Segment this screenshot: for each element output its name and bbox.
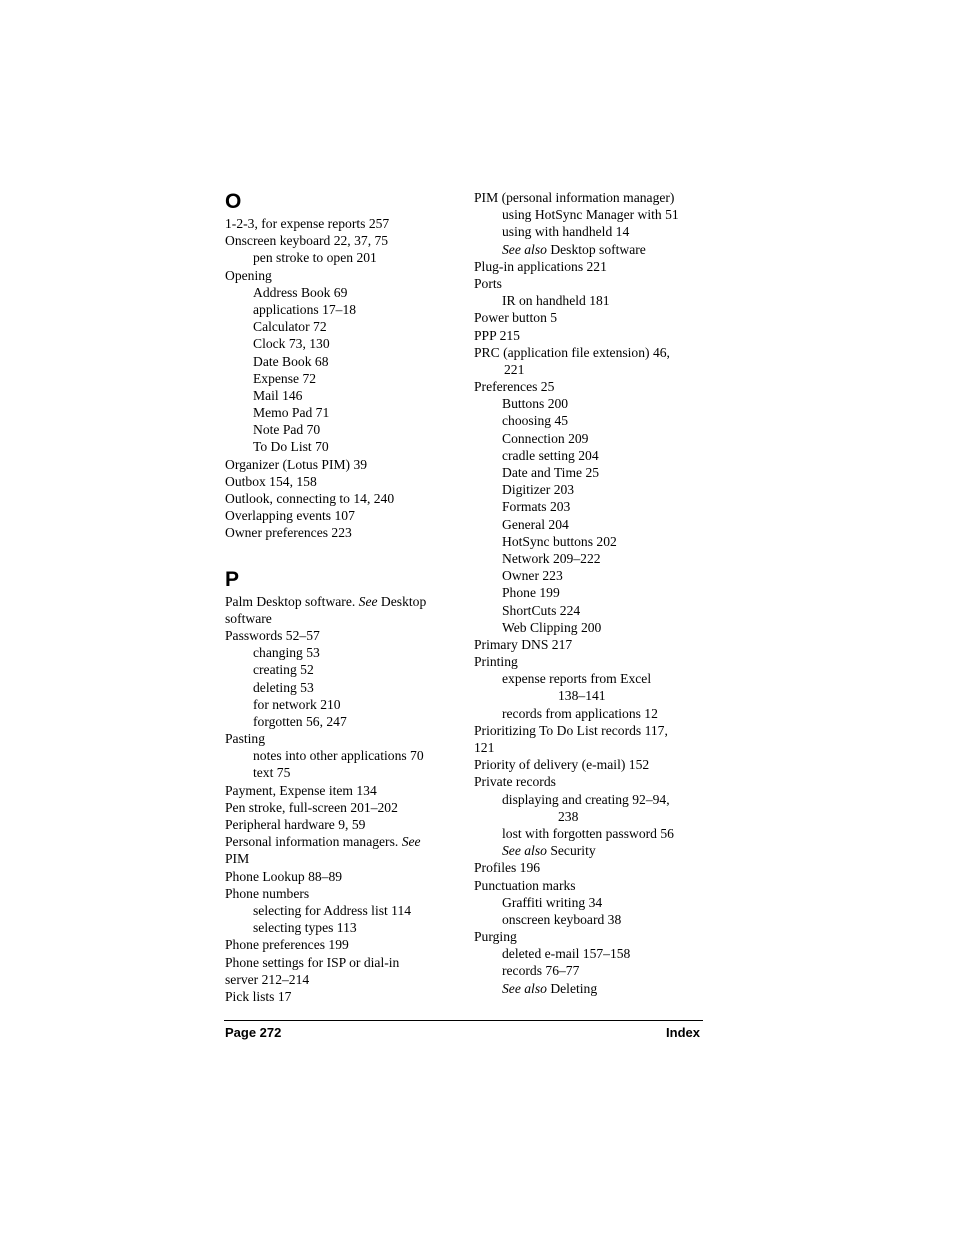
entry-text: PIM (225, 851, 250, 867)
index-entry (225, 473, 457, 490)
index-subentry (474, 241, 706, 258)
entry-text: Digitizer 203 (502, 482, 575, 498)
entry-text: Primary DNS 217 (474, 636, 573, 652)
index-subentry (225, 387, 457, 404)
index-entry (474, 653, 706, 670)
entry-text: Graffiti writing 34 (502, 894, 603, 910)
index-entry (225, 507, 457, 524)
index-entry (225, 971, 457, 988)
index-subentry (474, 584, 706, 601)
entry-text: Security (546, 843, 596, 859)
index-entry (225, 868, 457, 885)
entry-text: Date Book 68 (253, 353, 329, 369)
index-entry (474, 378, 706, 395)
entry-text: expense reports from Excel (502, 671, 652, 687)
index-entry (225, 490, 457, 507)
entry-text: Owner preferences 223 (225, 525, 352, 541)
entry-text: pen stroke to open 201 (253, 250, 377, 266)
entry-text: Phone 199 (502, 585, 560, 601)
index-subentry (225, 644, 457, 661)
index-subentry (474, 430, 706, 447)
index-column-left (225, 189, 457, 1005)
entry-text: Personal information managers. (225, 834, 402, 850)
entry-text: text 75 (253, 765, 291, 781)
entry-text: Pen stroke, full-screen 201–202 (225, 799, 398, 815)
index-subentry (225, 318, 457, 335)
footer-page-number: Page 272 (225, 1025, 282, 1040)
index-entry (225, 593, 457, 610)
index-subentry (225, 747, 457, 764)
index-subentry (474, 670, 706, 687)
entry-text: using with handheld 14 (502, 224, 630, 240)
entry-text: General 204 (502, 516, 569, 532)
entry-text: deleting 53 (253, 679, 314, 695)
entry-text: Memo Pad 71 (253, 405, 330, 421)
entry-text: deleted e-mail 157–158 (502, 946, 631, 962)
entry-text: 221 (504, 361, 525, 377)
entry-text: 121 (474, 740, 495, 755)
entry-text: Power button 5 (474, 310, 558, 326)
index-subentry (225, 421, 457, 438)
index-subentry (474, 687, 706, 704)
entry-text: Prioritizing To Do List records 117, (474, 722, 668, 738)
index-entry (225, 782, 457, 799)
entry-text: selecting types 113 (253, 920, 357, 936)
see-also-label: See also (502, 843, 547, 859)
index-subentry (225, 404, 457, 421)
entry-text: Peripheral hardware 9, 59 (225, 817, 366, 832)
entry-text: PRC (application file extension) 46, (474, 344, 670, 360)
entry-text: lost with forgotten password 56 (502, 825, 674, 841)
index-subentry (225, 661, 457, 678)
see-also-label: See also (502, 241, 547, 257)
index-entry (474, 189, 706, 206)
entry-text: changing 53 (253, 645, 320, 661)
index-entry (225, 267, 457, 284)
index-entry (225, 610, 457, 627)
index-subentry (225, 438, 457, 455)
entry-text: HotSync buttons 202 (502, 533, 617, 549)
entry-text: Outbox 154, 158 (225, 473, 317, 489)
index-entry (225, 456, 457, 473)
index-entry (225, 816, 457, 833)
entry-text: Palm Desktop software. (225, 593, 359, 609)
index-subentry (474, 550, 706, 567)
index-entry (474, 739, 706, 756)
index-subentry (474, 498, 706, 515)
index-entry (474, 773, 706, 790)
entry-text: forgotten 56, 247 (253, 713, 347, 729)
entry-text: Owner 223 (502, 568, 563, 584)
entry-text: onscreen keyboard 38 (502, 911, 622, 927)
see-also-label: See also (502, 980, 547, 996)
index-entry (225, 850, 457, 867)
index-entry (225, 936, 457, 953)
entry-text: Private records (474, 774, 556, 790)
index-entry (474, 344, 706, 361)
index-subentry (474, 894, 706, 911)
entry-text: Phone Lookup 88–89 (225, 868, 343, 884)
entry-text: Clock 73, 130 (253, 336, 330, 352)
index-entry (225, 833, 457, 850)
entry-text: Deleting (546, 980, 598, 996)
index-subentry (474, 911, 706, 928)
entry-text: Priority of delivery (e-mail) 152 (474, 757, 650, 773)
index-subentry (225, 764, 457, 781)
index-entry (474, 859, 706, 876)
entry-text: for network 210 (253, 696, 341, 712)
index-subentry (474, 206, 706, 223)
entry-text: Connection 209 (502, 430, 589, 446)
entry-text: ShortCuts 224 (502, 602, 581, 618)
index-subentry (474, 962, 706, 979)
entry-text: Preferences 25 (474, 379, 555, 395)
index-subentry (474, 464, 706, 481)
entry-text: Passwords 52–57 (225, 627, 320, 643)
index-subentry (225, 919, 457, 936)
index-entry (474, 877, 706, 894)
entry-text: Phone settings for ISP or dial-in (225, 954, 400, 970)
entry-text: Opening (225, 267, 272, 283)
entry-text: Punctuation marks (474, 877, 576, 893)
index-subentry (225, 902, 457, 919)
entry-text: Printing (474, 654, 518, 670)
index-entry (225, 524, 457, 541)
entry-text: server 212–214 (225, 971, 310, 987)
see-reference-label: See (401, 834, 421, 850)
index-subentry (225, 335, 457, 352)
index-subentry (474, 223, 706, 240)
entry-text: 238 (558, 808, 579, 824)
entry-text: IR on handheld 181 (502, 293, 610, 309)
index-entry (225, 885, 457, 902)
entry-text: Desktop software (546, 241, 646, 257)
entry-text: To Do List 70 (253, 439, 329, 455)
index-subentry (474, 447, 706, 464)
index-subentry (225, 301, 457, 318)
entry-text: Calculator 72 (253, 319, 327, 335)
see-reference-label: See (358, 593, 378, 609)
entry-text: Expense 72 (253, 370, 317, 386)
index-entry (474, 275, 706, 292)
entry-text: displaying and creating 92–94, (502, 791, 670, 807)
index-entry (225, 215, 457, 232)
index-subentry (474, 395, 706, 412)
index-subentry (225, 679, 457, 696)
index-subentry (474, 516, 706, 533)
section-letter-heading: P (225, 567, 240, 591)
index-subentry (474, 945, 706, 962)
entry-text: Purging (474, 929, 517, 945)
entry-text: Web Clipping 200 (502, 619, 602, 635)
entry-text: Overlapping events 107 (225, 508, 355, 524)
index-subentry (474, 842, 706, 859)
entry-text: Outlook, connecting to 14, 240 (225, 491, 395, 506)
index-subentry (474, 980, 706, 997)
entry-text: Plug-in applications 221 (474, 258, 607, 274)
entry-text: PPP 215 (474, 327, 520, 343)
index-subentry (474, 705, 706, 722)
index-subentry (225, 284, 457, 301)
entry-text: Note Pad 70 (253, 422, 321, 438)
entry-text: Pasting (225, 731, 266, 747)
index-entry (474, 928, 706, 945)
entry-text: choosing 45 (502, 413, 569, 429)
entry-text: 1-2-3, for expense reports 257 (225, 216, 390, 231)
index-entry (225, 799, 457, 816)
index-entry (474, 327, 706, 344)
entry-text: Ports (474, 275, 502, 291)
entry-text: Phone numbers (225, 885, 310, 901)
index-subentry (474, 481, 706, 498)
entry-text: Payment, Expense item 134 (225, 782, 377, 798)
entry-text: software (225, 610, 272, 626)
index-subentry (474, 412, 706, 429)
entry-text: Profiles 196 (474, 860, 541, 876)
index-entry (474, 636, 706, 653)
entry-text: selecting for Address list 114 (253, 902, 412, 918)
index-subentry (225, 353, 457, 370)
index-subentry (474, 619, 706, 636)
index-subentry (225, 696, 457, 713)
index-entry (474, 309, 706, 326)
index-subentry (474, 567, 706, 584)
index-entry (225, 232, 457, 249)
index-subentry (225, 370, 457, 387)
entry-text: Phone preferences 199 (225, 937, 349, 953)
footer-rule (224, 1020, 703, 1021)
index-subentry (225, 713, 457, 730)
index-entry (474, 258, 706, 275)
index-subentry (474, 808, 706, 825)
footer-section-label: Index (666, 1025, 700, 1040)
entry-text: PIM (personal information manager) (474, 190, 675, 205)
index-subentry (225, 249, 457, 266)
entry-text: Formats 203 (502, 499, 571, 515)
entry-text: records 76–77 (502, 963, 580, 979)
index-subentry (474, 602, 706, 619)
index-subentry (474, 533, 706, 550)
index-entry (225, 627, 457, 644)
entry-text: Network 209–222 (502, 550, 601, 566)
index-column-right (474, 189, 706, 997)
entry-text: records from applications 12 (502, 705, 658, 721)
entry-text: Onscreen keyboard 22, 37, 75 (225, 233, 389, 249)
section-letter-heading: O (225, 190, 242, 213)
index-entry (225, 730, 457, 747)
entry-text: creating 52 (253, 662, 314, 678)
entry-text: cradle setting 204 (502, 447, 599, 463)
entry-text: 138–141 (558, 688, 606, 704)
index-subentry (474, 361, 706, 378)
entry-text: Pick lists 17 (225, 988, 292, 1004)
entry-text: notes into other applications 70 (253, 748, 424, 764)
index-entry (225, 954, 457, 971)
index-subentry (474, 292, 706, 309)
entry-text: Organizer (Lotus PIM) 39 (225, 456, 368, 472)
entry-text: applications 17–18 (253, 301, 357, 317)
entry-text: Date and Time 25 (502, 465, 600, 480)
entry-text: Address Book 69 (253, 284, 348, 300)
entry-text: using HotSync Manager with 51 (502, 207, 679, 223)
entry-text: Buttons 200 (502, 396, 569, 412)
index-subentry (474, 825, 706, 842)
index-subentry (474, 791, 706, 808)
index-entry (474, 756, 706, 773)
see-reference-target: Desktop (377, 593, 427, 609)
index-entry (474, 722, 706, 739)
index-entry (225, 988, 457, 1005)
entry-text: Mail 146 (253, 387, 303, 403)
